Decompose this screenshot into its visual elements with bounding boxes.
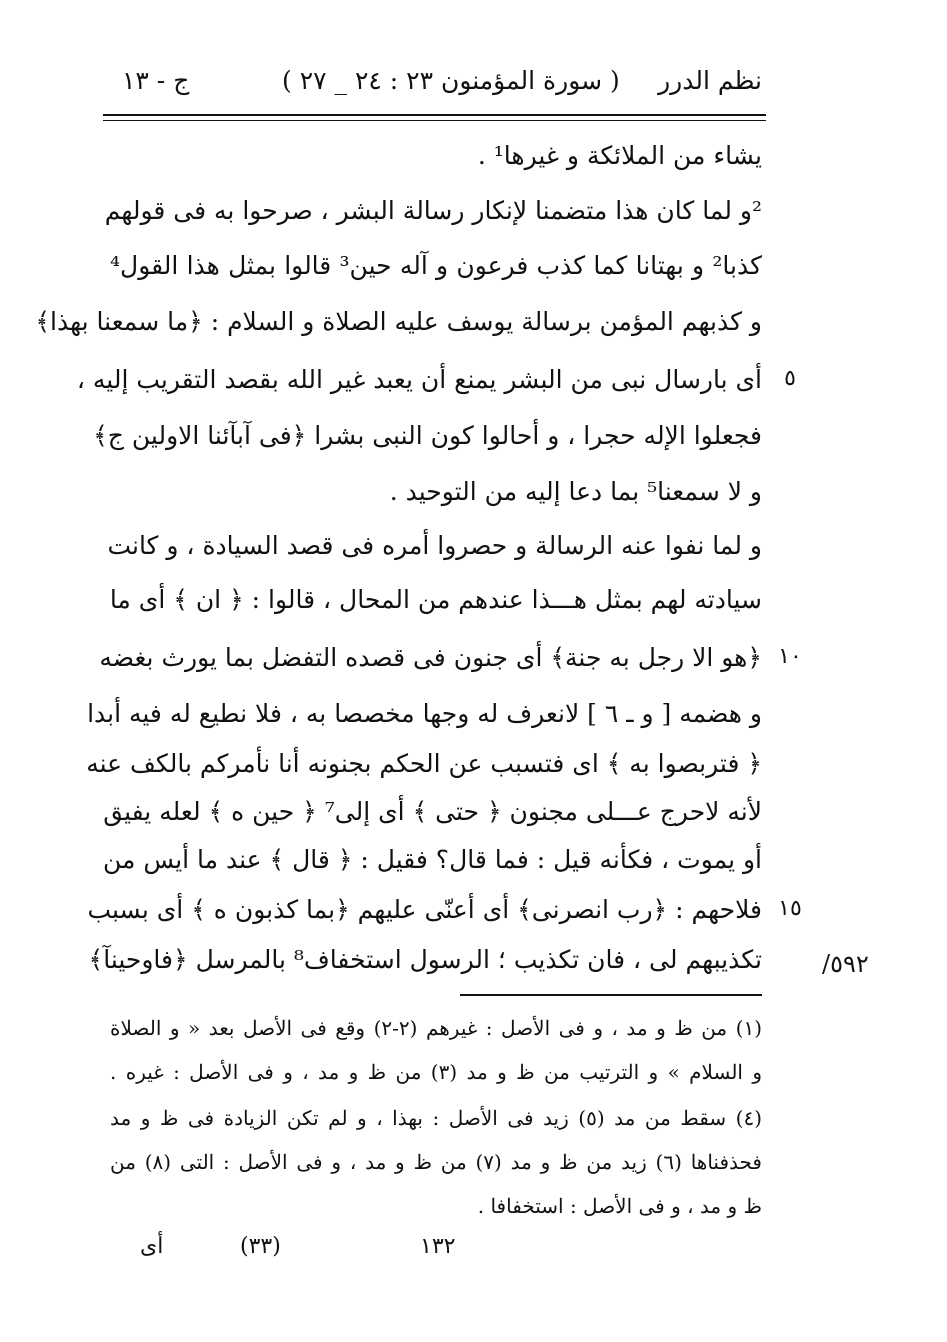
text-line-3: كذبا² و بهتانا كما كذب فرعون و آله حين³ قالوا بمثل هذا القول⁴ (110, 251, 763, 280)
footnote-line-4: فحذفناها (٦) زيد من ظ و مد (٧) من ظ و مد ، و فى الأصل : التى (٨) من (110, 1150, 762, 1174)
header-book-title: نظم الدرر (658, 66, 762, 95)
text-line-4: و كذبهم المؤمن برسالة يوسف عليه الصلاة و السلام : ﴿ما سمعنا بهذا﴾ (35, 307, 762, 336)
text-line-15: فلاحهم : ﴿رب انصرنى﴾ أى أعنّى عليهم ﴿بما كذبون ه ﴾ أى بسبب (87, 895, 762, 924)
text-line-10: ﴿هو الا رجل به جنة﴾ أى جنون فى قصده التفضل بما يورث بغضه (99, 643, 762, 672)
footnote-line-3: (٤) سقط من مد (٥) زيد فى الأصل : بهذا ، و لم تكن الزيادة فى ظ و مد (110, 1106, 762, 1130)
signature-mark: (٣٣) (240, 1234, 281, 1259)
footnote-rule (460, 994, 762, 996)
header-rule-thick (103, 114, 766, 116)
header-surah-ref: ( سورة المؤمنون ٢٣ : ٢٤ _ ٢٧ ) (282, 66, 620, 95)
footnote-line-2: و السلام » و الترتيب من ظ و مد (٣) من ظ و مد ، و فى الأصل : غيره . (110, 1060, 762, 1084)
text-line-2: ²و لما كان هذا متضمنا لإنكار رسالة البشر ، صرحوا به فى قولهم (104, 196, 762, 225)
text-line-8: و لما نفوا عنه الرسالة و حصروا أمره فى قصد السيادة ، و كانت (107, 531, 762, 560)
header-rule-thin (103, 120, 766, 121)
text-line-13: لأنه لاحرج عـــلى مجنون ﴿ حتى ﴾ أى إلى⁷ ﴿ حين ه ﴾ لعله يفيق (103, 797, 762, 826)
text-line-14: أو يموت ، فكأنه قيل : فما قال؟ فقيل : ﴿ قال ﴾ عند ما أيس من (102, 845, 762, 874)
text-line-11: و هضمه [ و ـ ٦ ] لانعرف له وجها مخصصا به ، فلا نطيع له فيه أبدا (87, 699, 762, 728)
page-number: ١٣٢ (420, 1234, 456, 1259)
line-number-10: ١٠ (778, 644, 802, 669)
line-number-15: ١٥ (778, 896, 802, 921)
margin-folio-ref: ٥٩٢/ (822, 950, 869, 978)
catchword: أى (140, 1234, 164, 1259)
header-volume: ج - ١٣ (122, 66, 190, 95)
text-line-16: تكذيبهم لى ، فان تكذيب ؛ الرسول استخفاف⁸ بالمرسل ﴿فاوحينآ﴾ (88, 945, 762, 974)
footnote-line-1: (١) من ظ و مد ، و فى الأصل : غيرهم (٢-٢) وقع فى الأصل بعد « و الصلاة (110, 1016, 762, 1040)
line-number-5: ٥ (784, 366, 796, 391)
footnote-line-5: ظ و مد ، و فى الأصل : استخفافا . (477, 1194, 762, 1218)
text-line-9: سيادته لهم بمثل هـــذا عندهم من المحال ، قالوا : ﴿ ان ﴾ أى ما (109, 585, 762, 614)
text-line-12: ﴿ فتربصوا به ﴾ اى فتسبب عن الحكم بجنونه أنا نأمركم بالكف عنه (86, 749, 762, 778)
text-line-7: و لا سمعنا⁵ بما دعا إليه من التوحيد . (389, 477, 762, 506)
text-line-1: يشاء من الملائكة و غيرها¹ . (477, 141, 762, 170)
text-line-6: فجعلوا الإله حجرا ، و أحالوا كون النبى بشرا ﴿فى آبآئنا الاولين ج﴾ (93, 421, 762, 450)
text-line-5: أى بارسال نبى من البشر يمنع أن يعبد غير الله بقصد التقريب إليه ، (76, 365, 762, 394)
